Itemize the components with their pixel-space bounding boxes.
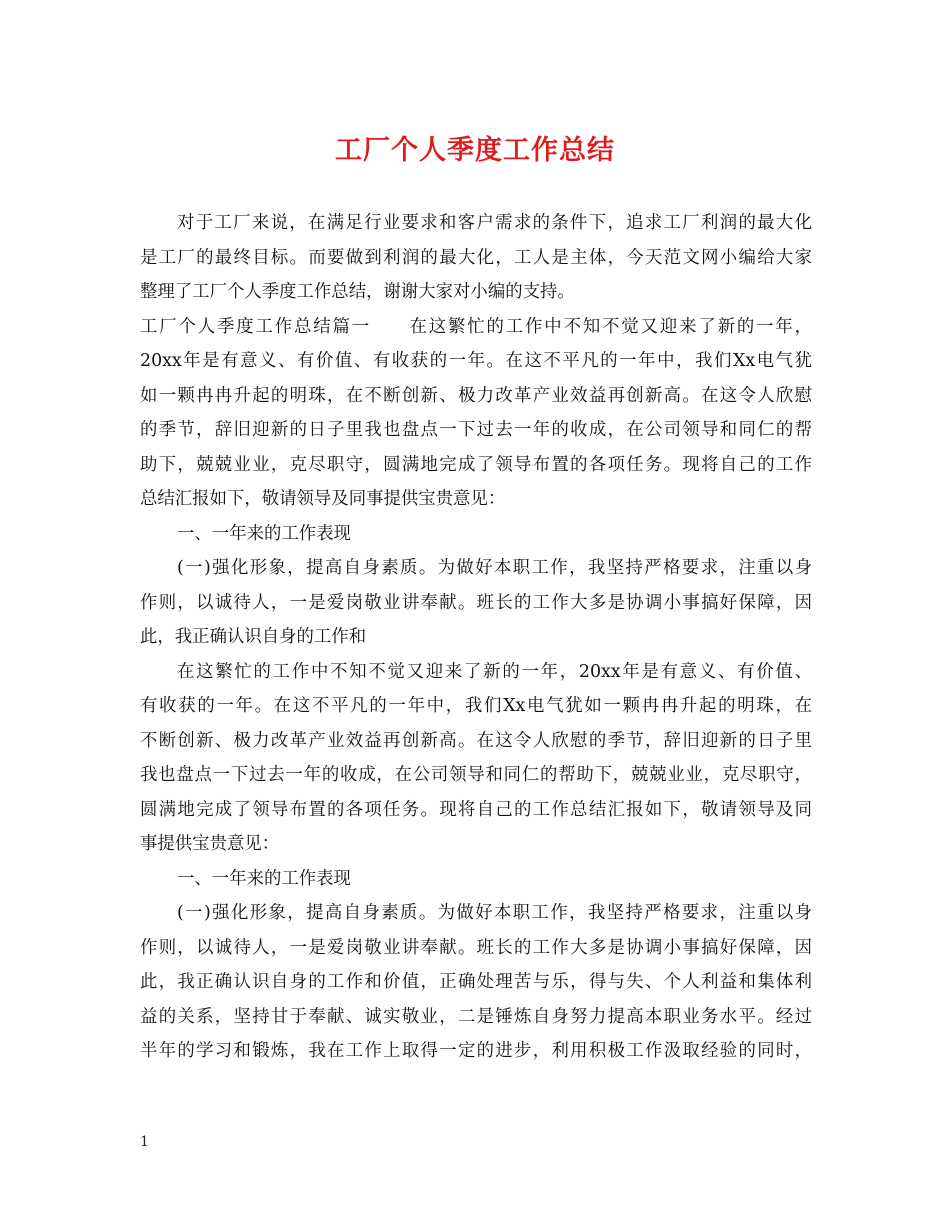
section-heading: 一、一年来的工作表现 <box>177 523 351 544</box>
paragraph-line: 在这繁忙的工作中不知不觉又迎来了新的一年，20xx年是有意义、有价值、 <box>177 661 812 682</box>
paragraph-line: 此，我正确认识自身的工作和价值，正确处理苦与乐，得与失、个人利益和集体利 <box>140 972 812 992</box>
paragraph-line: 事提供宝贵意见： <box>140 834 280 854</box>
paragraph-line: (一)强化形象，提高自身素质。为做好本职工作，我坚持严格要求，注重以身 <box>177 903 812 923</box>
paragraph-line: 此，我正确认识自身的工作和 <box>140 627 367 647</box>
paragraph-line: 的季节，辞旧迎新的日子里我也盘点一下过去一年的收成，在公司领导和同仁的帮 <box>140 420 812 440</box>
section-heading: 一、一年来的工作表现 <box>177 868 351 889</box>
page-number: 1 <box>140 1134 149 1150</box>
paragraph-line: 作则，以诚待人，一是爱岗敬业讲奉献。班长的工作大多是协调小事搞好保障，因 <box>140 592 812 613</box>
paragraph-line: 半年的学习和锻炼，我在工作上取得一定的进步，利用积极工作汲取经验的同时， <box>140 1041 812 1061</box>
paragraph-line: (一)强化形象，提高自身素质。为做好本职工作，我坚持严格要求，注重以身 <box>177 558 812 578</box>
paragraph-line: 助下，兢兢业业，克尽职守，圆满地完成了领导布置的各项任务。现将自己的工作 <box>140 454 812 475</box>
paragraph-line: 对于工厂来说，在满足行业要求和客户需求的条件下，追求工厂利润的最大化 <box>177 213 812 233</box>
paragraph-line: 是工厂的最终目标。而要做到利润的最大化，工人是主体，今天范文网小编给大家 <box>140 247 812 268</box>
paragraph-line: 不断创新、极力改革产业效益再创新高。在这令人欣慰的季节，辞旧迎新的日子里 <box>140 730 812 751</box>
document-title: 工厂个人季度工作总结 <box>335 135 615 166</box>
paragraph-line: 如一颗冉冉升起的明珠，在不断创新、极力改革产业效益再创新高。在这令人欣慰 <box>140 385 812 406</box>
paragraph-line: 整理了工厂个人季度工作总结，谢谢大家对小编的支持。 <box>140 282 575 302</box>
paragraph-line: 作则，以诚待人，一是爱岗敬业讲奉献。班长的工作大多是协调小事搞好保障，因 <box>140 937 812 958</box>
paragraph-line: 有收获的一年。在这不平凡的一年中，我们Xx电气犹如一颗冉冉升起的明珠，在 <box>140 696 812 716</box>
paragraph-line: 20xx年是有意义、有价值、有收获的一年。在这不平凡的一年中，我们Xx电气犹 <box>140 351 812 371</box>
paragraph-line: 益的关系，坚持甘于奉献、诚实敬业，二是锤炼自身努力提高本职业务水平。经过 <box>140 1006 812 1027</box>
paragraph-line: 工厂个人季度工作总结篇一 在这繁忙的工作中不知不觉又迎来了新的一年， <box>140 316 812 337</box>
paragraph-line: 我也盘点一下过去一年的收成，在公司领导和同仁的帮助下，兢兢业业，克尽职守， <box>140 765 812 785</box>
paragraph-line: 总结汇报如下，敬请领导及同事提供宝贵意见： <box>140 489 506 509</box>
paragraph-line: 圆满地完成了领导布置的各项任务。现将自己的工作总结汇报如下，敬请领导及同 <box>140 799 812 820</box>
document-body <box>140 206 812 1069</box>
